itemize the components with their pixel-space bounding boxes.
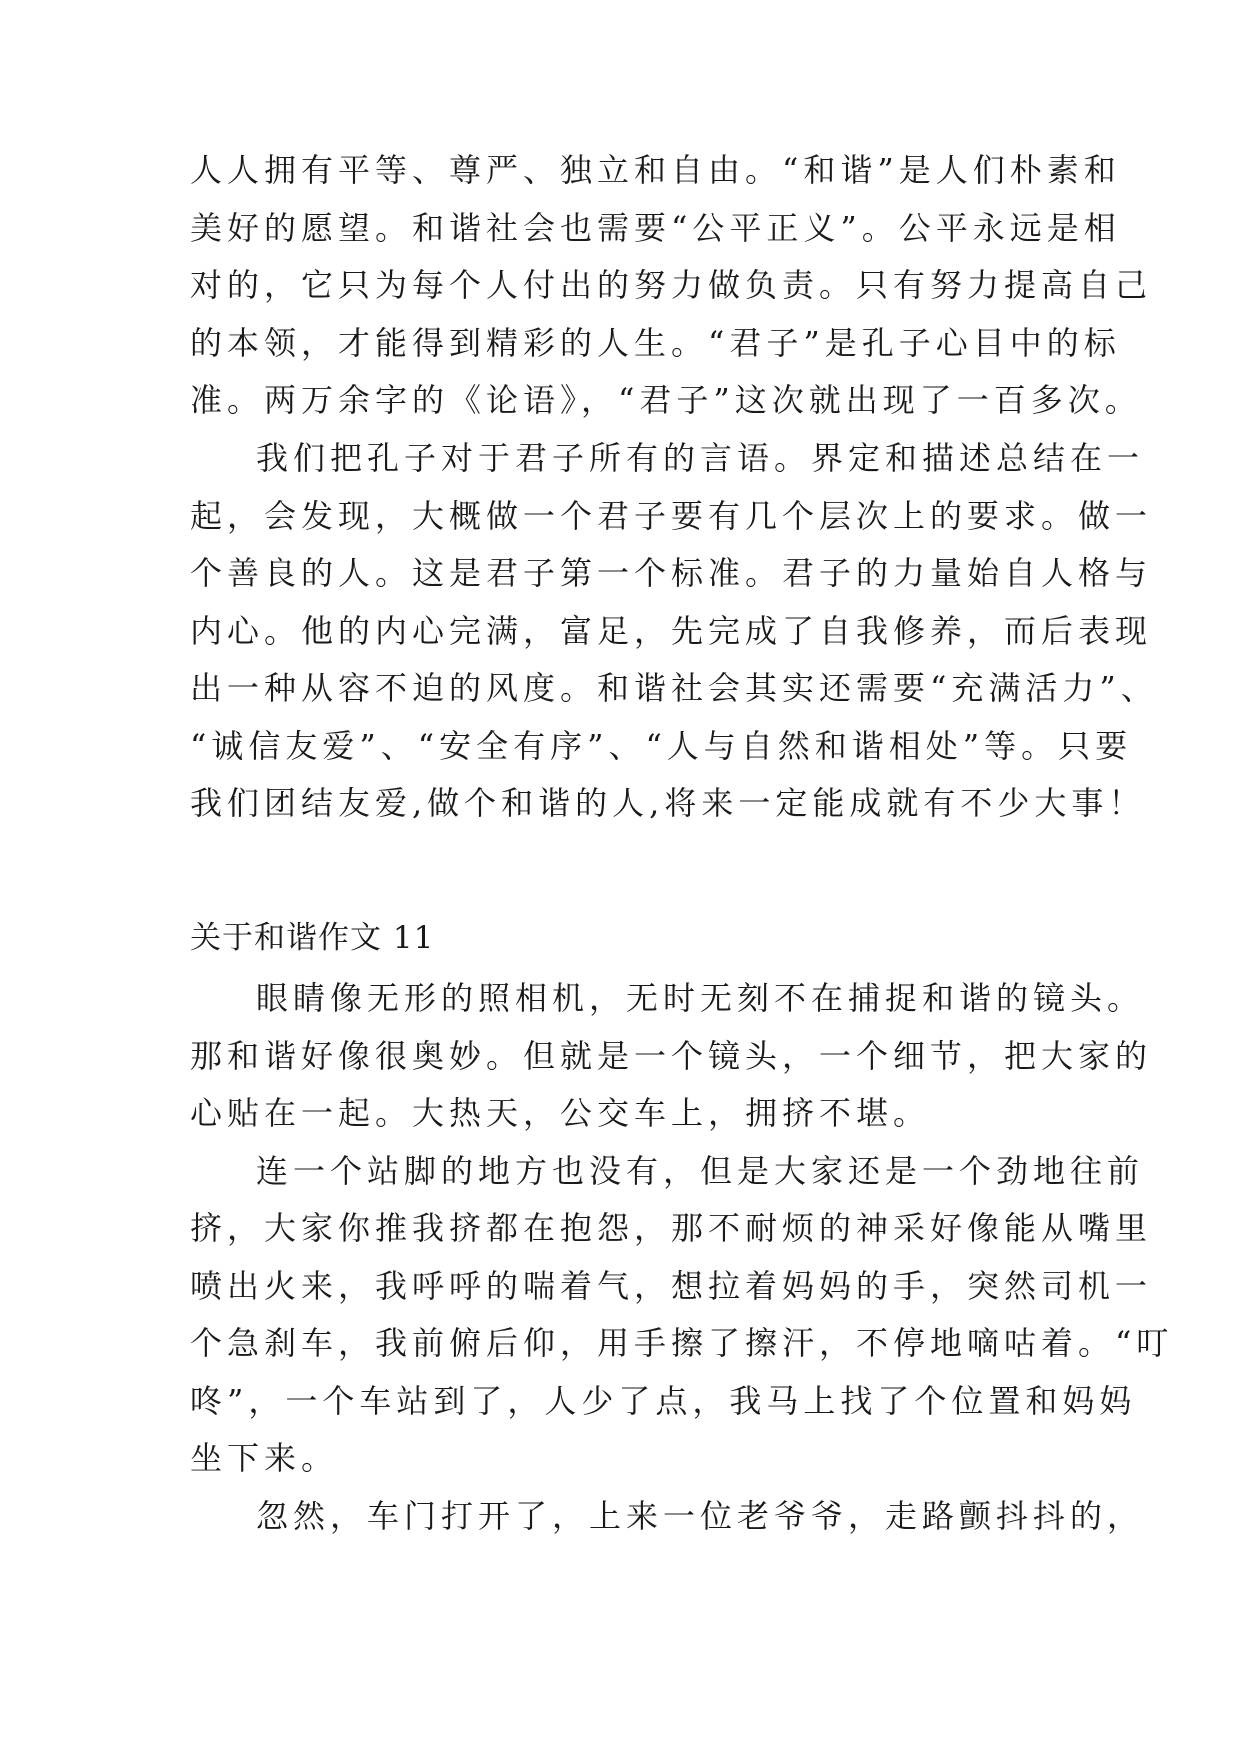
paragraph-line: 我们团结友爱,做个和谐的人,将来一定能成就有不少大事！	[190, 784, 1146, 822]
paragraph-line: 挤，大家你推我挤都在抱怨，那不耐烦的神采好像能从嘴里	[190, 1209, 1153, 1247]
paragraph-line: 起，会发现，大概做一个君子要有几个层次上的要求。做一	[190, 497, 1153, 535]
paragraph-line: 心贴在一起。大热天，公交车上，拥挤不堪。	[190, 1094, 931, 1132]
paragraph-line: 那和谐好像很奥妙。但就是一个镜头，一个细节，把大家的	[190, 1037, 1153, 1075]
paragraph-line: 美好的愿望。和谐社会也需要“公平正义”。公平永远是相	[190, 209, 1121, 247]
paragraph-line: 的本领，才能得到精彩的人生。“君子”是孔子心目中的标	[190, 324, 1121, 362]
paragraph-line: 出一种从容不迫的风度。和谐社会其实还需要“充满活力”、	[190, 669, 1158, 707]
paragraph-line: 坐下来。	[190, 1439, 339, 1477]
paragraph-line: 连一个站脚的地方也没有，但是大家还是一个劲地往前	[256, 1152, 1145, 1190]
paragraph-line: 眼睛像无形的照相机，无时无刻不在捕捉和谐的镜头。	[256, 979, 1145, 1017]
paragraph-line: 对的，它只为每个人付出的努力做负责。只有努力提高自己	[190, 266, 1153, 304]
paragraph-line: 喷出火来，我呼呼的喘着气，想拉着妈妈的手，突然司机一	[190, 1267, 1153, 1305]
paragraph-line: 我们把孔子对于君子所有的言语。界定和描述总结在一	[256, 439, 1145, 477]
paragraph-line: 个急刹车，我前俯后仰，用手擦了擦汗，不停地嘀咕着。“叮	[190, 1324, 1174, 1362]
paragraph-line: “诚信友爱”、“安全有序”、“人与自然和谐相处”等。只要	[190, 727, 1133, 765]
paragraph-line: 个善良的人。这是君子第一个标准。君子的力量始自人格与	[190, 554, 1153, 592]
paragraph-line: 内心。他的内心完满，富足，先完成了自我修养，而后表现	[190, 612, 1153, 650]
paragraph-line: 咚”，一个车站到了，人少了点，我马上找了个位置和妈妈	[190, 1382, 1137, 1420]
paragraph-line: 准。两万余字的《论语》，“君子”这次就出现了一百多次。	[190, 381, 1142, 419]
section-title: 关于和谐作文 11	[190, 920, 435, 956]
paragraph-line: 忽然，车门打开了，上来一位老爷爷，走路颤抖抖的，	[256, 1497, 1145, 1535]
paragraph-line: 人人拥有平等、尊严、独立和自由。“和谐”是人们朴素和	[190, 151, 1121, 189]
